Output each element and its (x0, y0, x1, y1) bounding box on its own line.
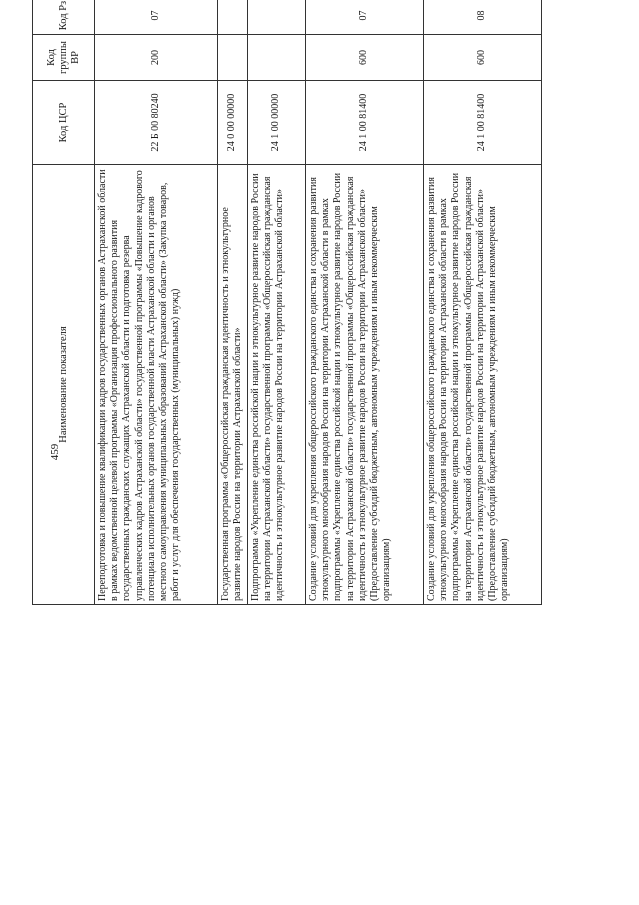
cell-name: Переподготовка и повышение квалификации кадров государственных органов Астраханской области в рамках ведомственной целевой программы «Организация профессионального развития государственных гражданских служащих Астраханской области и подготовка резерва управленческих кадров Астраханской области» государственной программы «Повышение кадрового потенциала исполнительных органов государственной власти Астраханской области и органов местного самоуправления муниципальных образований Астраханской области» (Закупка товаров, работ и услуг для обеспечения государственных (муниципальных) нужд) (95, 165, 218, 605)
header-row (33, 0, 95, 605)
rotated-page (32, 0, 511, 605)
cell-vr: 200 (95, 35, 218, 81)
cell-csr: 22 Б 00 80240 (95, 81, 218, 165)
cell-csr: 24 1 00 00000 (248, 81, 306, 165)
cell-name: Создание условий для укрепления общероссийского гражданского единства и сохранения развития этнокультурного многообразия народов России на территории Астраханской области в рамках подпрограммы «Укрепление единства российской нации и этнокультурное развитие народов России на территории Астраханской области» государственной программы «Общероссийская гражданская идентичность и этнокультурное развитие народов России на территории Астраханской области» (Предоставление субсидий бюджетным, автономным учреждениям и иным некоммерческим организациям) (306, 165, 424, 605)
table-row (248, 0, 306, 605)
cell-vr (218, 35, 248, 81)
cell-csr: 24 1 00 81400 (424, 81, 542, 165)
cell-rz: 08 (424, 0, 542, 35)
cell-csr: 24 1 00 81400 (306, 81, 424, 165)
table-row (95, 0, 218, 605)
cell-rz: 07 (95, 0, 218, 35)
cell-vr (248, 35, 306, 81)
cell-name: Подпрограмма «Укрепление единства российской нации и этнокультурное развитие народов России на территории Астраханской области» государственной программы «Общероссийская гражданская идентичность и этнокультурное развитие народов России на территории Астраханской области» (248, 165, 306, 605)
header-csr: Код ЦСР (33, 81, 95, 165)
table-row (218, 0, 248, 605)
cell-name: Создание условий для укрепления общероссийского гражданского единства и сохранения развития этнокультурного многообразия народов России на территории Астраханской области в рамках подпрограммы «Укрепление единства российской нации и этнокультурное развитие народов России на территории Астраханской области» государственной программы «Общероссийская гражданская идентичность и этнокультурное развитие народов России на территории Астраханской области» (Предоставление субсидий бюджетным, автономным учреждениям и иным некоммерческим организациям) (424, 165, 542, 605)
table-row (306, 0, 424, 605)
cell-csr: 24 0 00 00000 (218, 81, 248, 165)
cell-rz (248, 0, 306, 35)
page-number: 459 (49, 443, 61, 461)
header-rz: Код Рз (33, 0, 95, 35)
budget-table (32, 0, 542, 605)
cell-rz: 07 (306, 0, 424, 35)
header-name: Наименование показателя (33, 165, 95, 605)
cell-name: Государственная программа «Общероссийская гражданская идентичность и этнокультурное развитие народов России на территории Астраханской области» (218, 165, 248, 605)
header-vr: Код группы ВР (33, 35, 95, 81)
cell-vr: 600 (306, 35, 424, 81)
table-row (424, 0, 542, 605)
cell-rz (218, 0, 248, 35)
cell-vr: 600 (424, 35, 542, 81)
